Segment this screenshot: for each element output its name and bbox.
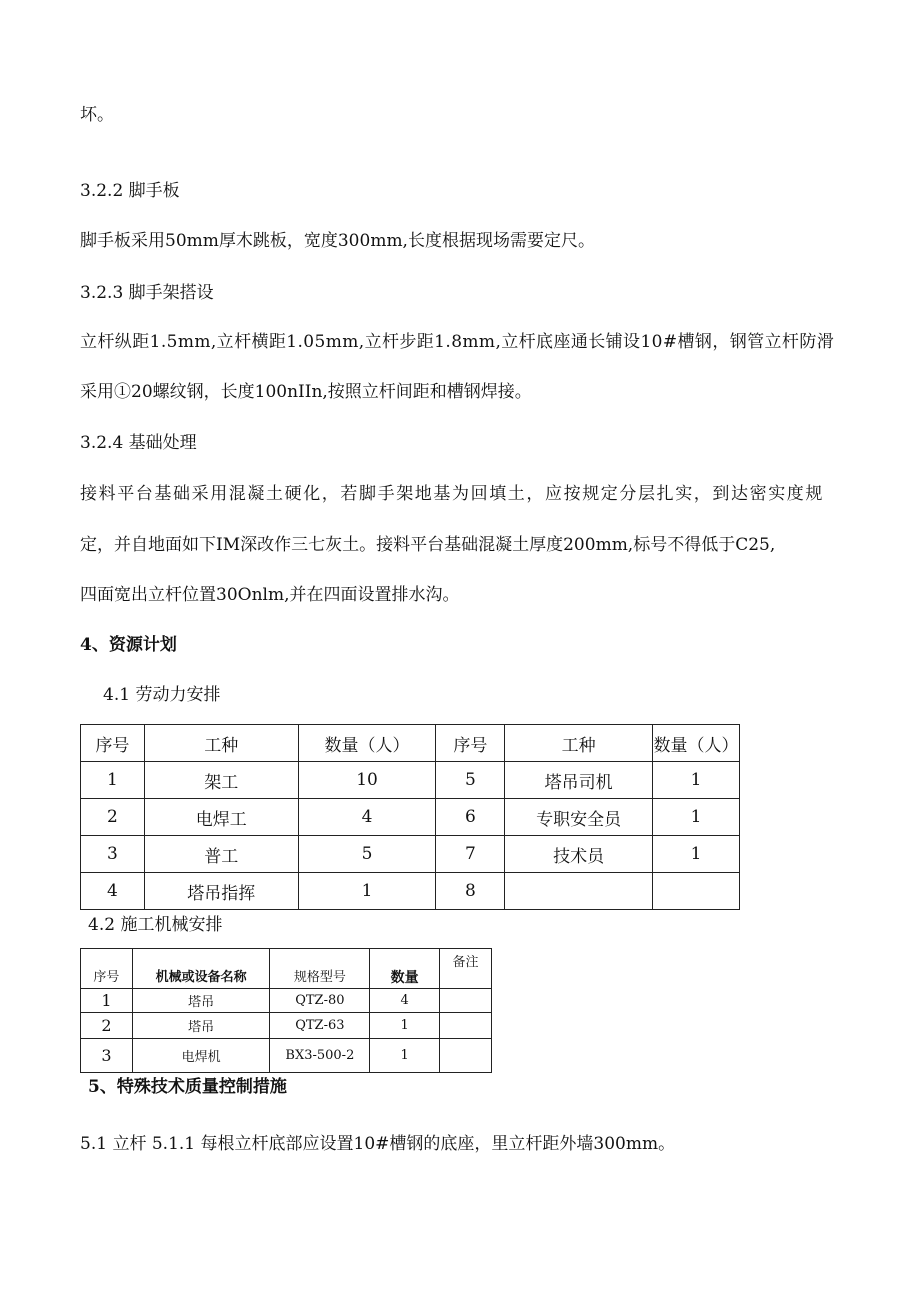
table-row xyxy=(81,762,740,799)
table-cell: 2 xyxy=(81,1013,133,1039)
table-cell: 塔吊 xyxy=(132,989,270,1013)
table-cell: 1 xyxy=(81,762,145,799)
paragraph-line: 定，并自地面如下IM深改作三七灰土。接料平台基础混凝土厚度200mm,标号不得低于C25, xyxy=(80,535,776,555)
table-cell: 普工 xyxy=(144,836,298,873)
table-cell: 架工 xyxy=(144,762,298,799)
table-cell: 1 xyxy=(298,873,436,910)
table-cell: 8 xyxy=(436,873,505,910)
table-cell: 4 xyxy=(298,799,436,836)
table-cell: 技术员 xyxy=(505,836,653,873)
table-header: 数量（人） xyxy=(298,725,436,762)
paragraph-line: 坏。 xyxy=(80,105,114,125)
table-row xyxy=(81,836,740,873)
table-header: 规格型号 xyxy=(270,949,370,989)
table-cell: 塔吊 xyxy=(132,1013,270,1039)
table-cell: BX3-500-2 xyxy=(270,1039,370,1073)
table-header: 序号 xyxy=(81,725,145,762)
paragraph-line: 脚手板采用50mm厚木跳板，宽度300mm,长度根据现场需要定尺。 xyxy=(80,231,595,251)
table-cell: 5 xyxy=(298,836,436,873)
table-cell: 7 xyxy=(436,836,505,873)
paragraph-line: 采用①20螺纹钢，长度100nIIn,按照立杆间距和槽钢焊接。 xyxy=(80,382,532,402)
table-header: 数量 xyxy=(370,949,440,989)
table-header: 工种 xyxy=(505,725,653,762)
table-cell: 5 xyxy=(436,762,505,799)
labor-table xyxy=(80,724,740,910)
paragraph-line: 立杆纵距1.5mm,立杆横距1.05mm,立杆步距1.8mm,立杆底座通长铺设10#槽钢，钢管立杆防滑 xyxy=(80,332,835,352)
table-cell: 1 xyxy=(653,836,740,873)
table-cell: 10 xyxy=(298,762,436,799)
table-row xyxy=(81,989,492,1013)
table-header: 工种 xyxy=(144,725,298,762)
table-cell xyxy=(653,873,740,910)
table-cell: 6 xyxy=(436,799,505,836)
section-heading-3-2-2: 3.2.2 脚手板 xyxy=(80,181,180,201)
table-cell xyxy=(440,989,492,1013)
table-cell: 塔吊指挥 xyxy=(144,873,298,910)
table-row xyxy=(81,799,740,836)
section-heading-4: 4、资源计划 xyxy=(80,635,177,655)
section-heading-3-2-4: 3.2.4 基础处理 xyxy=(80,433,197,453)
paragraph-line: 四面宽出立杆位置30Onlm,并在四面设置排水沟。 xyxy=(80,585,460,605)
table-cell: 4 xyxy=(81,873,145,910)
table-cell: 1 xyxy=(653,799,740,836)
table-header: 数量（人） xyxy=(653,725,740,762)
table-row xyxy=(81,1039,492,1073)
table-cell: 3 xyxy=(81,836,145,873)
table-header: 序号 xyxy=(436,725,505,762)
table-cell: 电焊机 xyxy=(132,1039,270,1073)
table-header: 备注 xyxy=(440,949,492,989)
paragraph-line: 5.1 立杆 5.1.1 每根立杆底部应设置10#槽钢的底座，里立杆距外墙300mm。 xyxy=(80,1134,676,1154)
table-header: 机械或设备名称 xyxy=(132,949,270,989)
section-heading-4-2: 4.2 施工机械安排 xyxy=(88,915,223,935)
paragraph-line: 接料平台基础采用混凝土硬化，若脚手架地基为回填土，应按规定分层扎实，到达密实度规 xyxy=(80,484,824,504)
section-heading-5: 5、特殊技术质量控制措施 xyxy=(88,1077,287,1097)
table-cell: 塔吊司机 xyxy=(505,762,653,799)
table-cell: 1 xyxy=(370,1039,440,1073)
section-heading-3-2-3: 3.2.3 脚手架搭设 xyxy=(80,283,214,303)
table-cell: QTZ-63 xyxy=(270,1013,370,1039)
table-row xyxy=(81,1013,492,1039)
section-heading-4-1: 4.1 劳动力安排 xyxy=(103,685,221,705)
table-row xyxy=(81,873,740,910)
table-header-row xyxy=(81,725,740,762)
table-header-row xyxy=(81,949,492,989)
table-cell xyxy=(440,1013,492,1039)
table-cell: 1 xyxy=(653,762,740,799)
table-cell xyxy=(505,873,653,910)
machine-table xyxy=(80,948,492,1073)
table-cell xyxy=(440,1039,492,1073)
table-cell: 电焊工 xyxy=(144,799,298,836)
table-cell: 1 xyxy=(81,989,133,1013)
table-cell: QTZ-80 xyxy=(270,989,370,1013)
table-cell: 1 xyxy=(370,1013,440,1039)
table-cell: 4 xyxy=(370,989,440,1013)
table-cell: 2 xyxy=(81,799,145,836)
table-header: 序号 xyxy=(81,949,133,989)
table-cell: 专职安全员 xyxy=(505,799,653,836)
table-cell: 3 xyxy=(81,1039,133,1073)
